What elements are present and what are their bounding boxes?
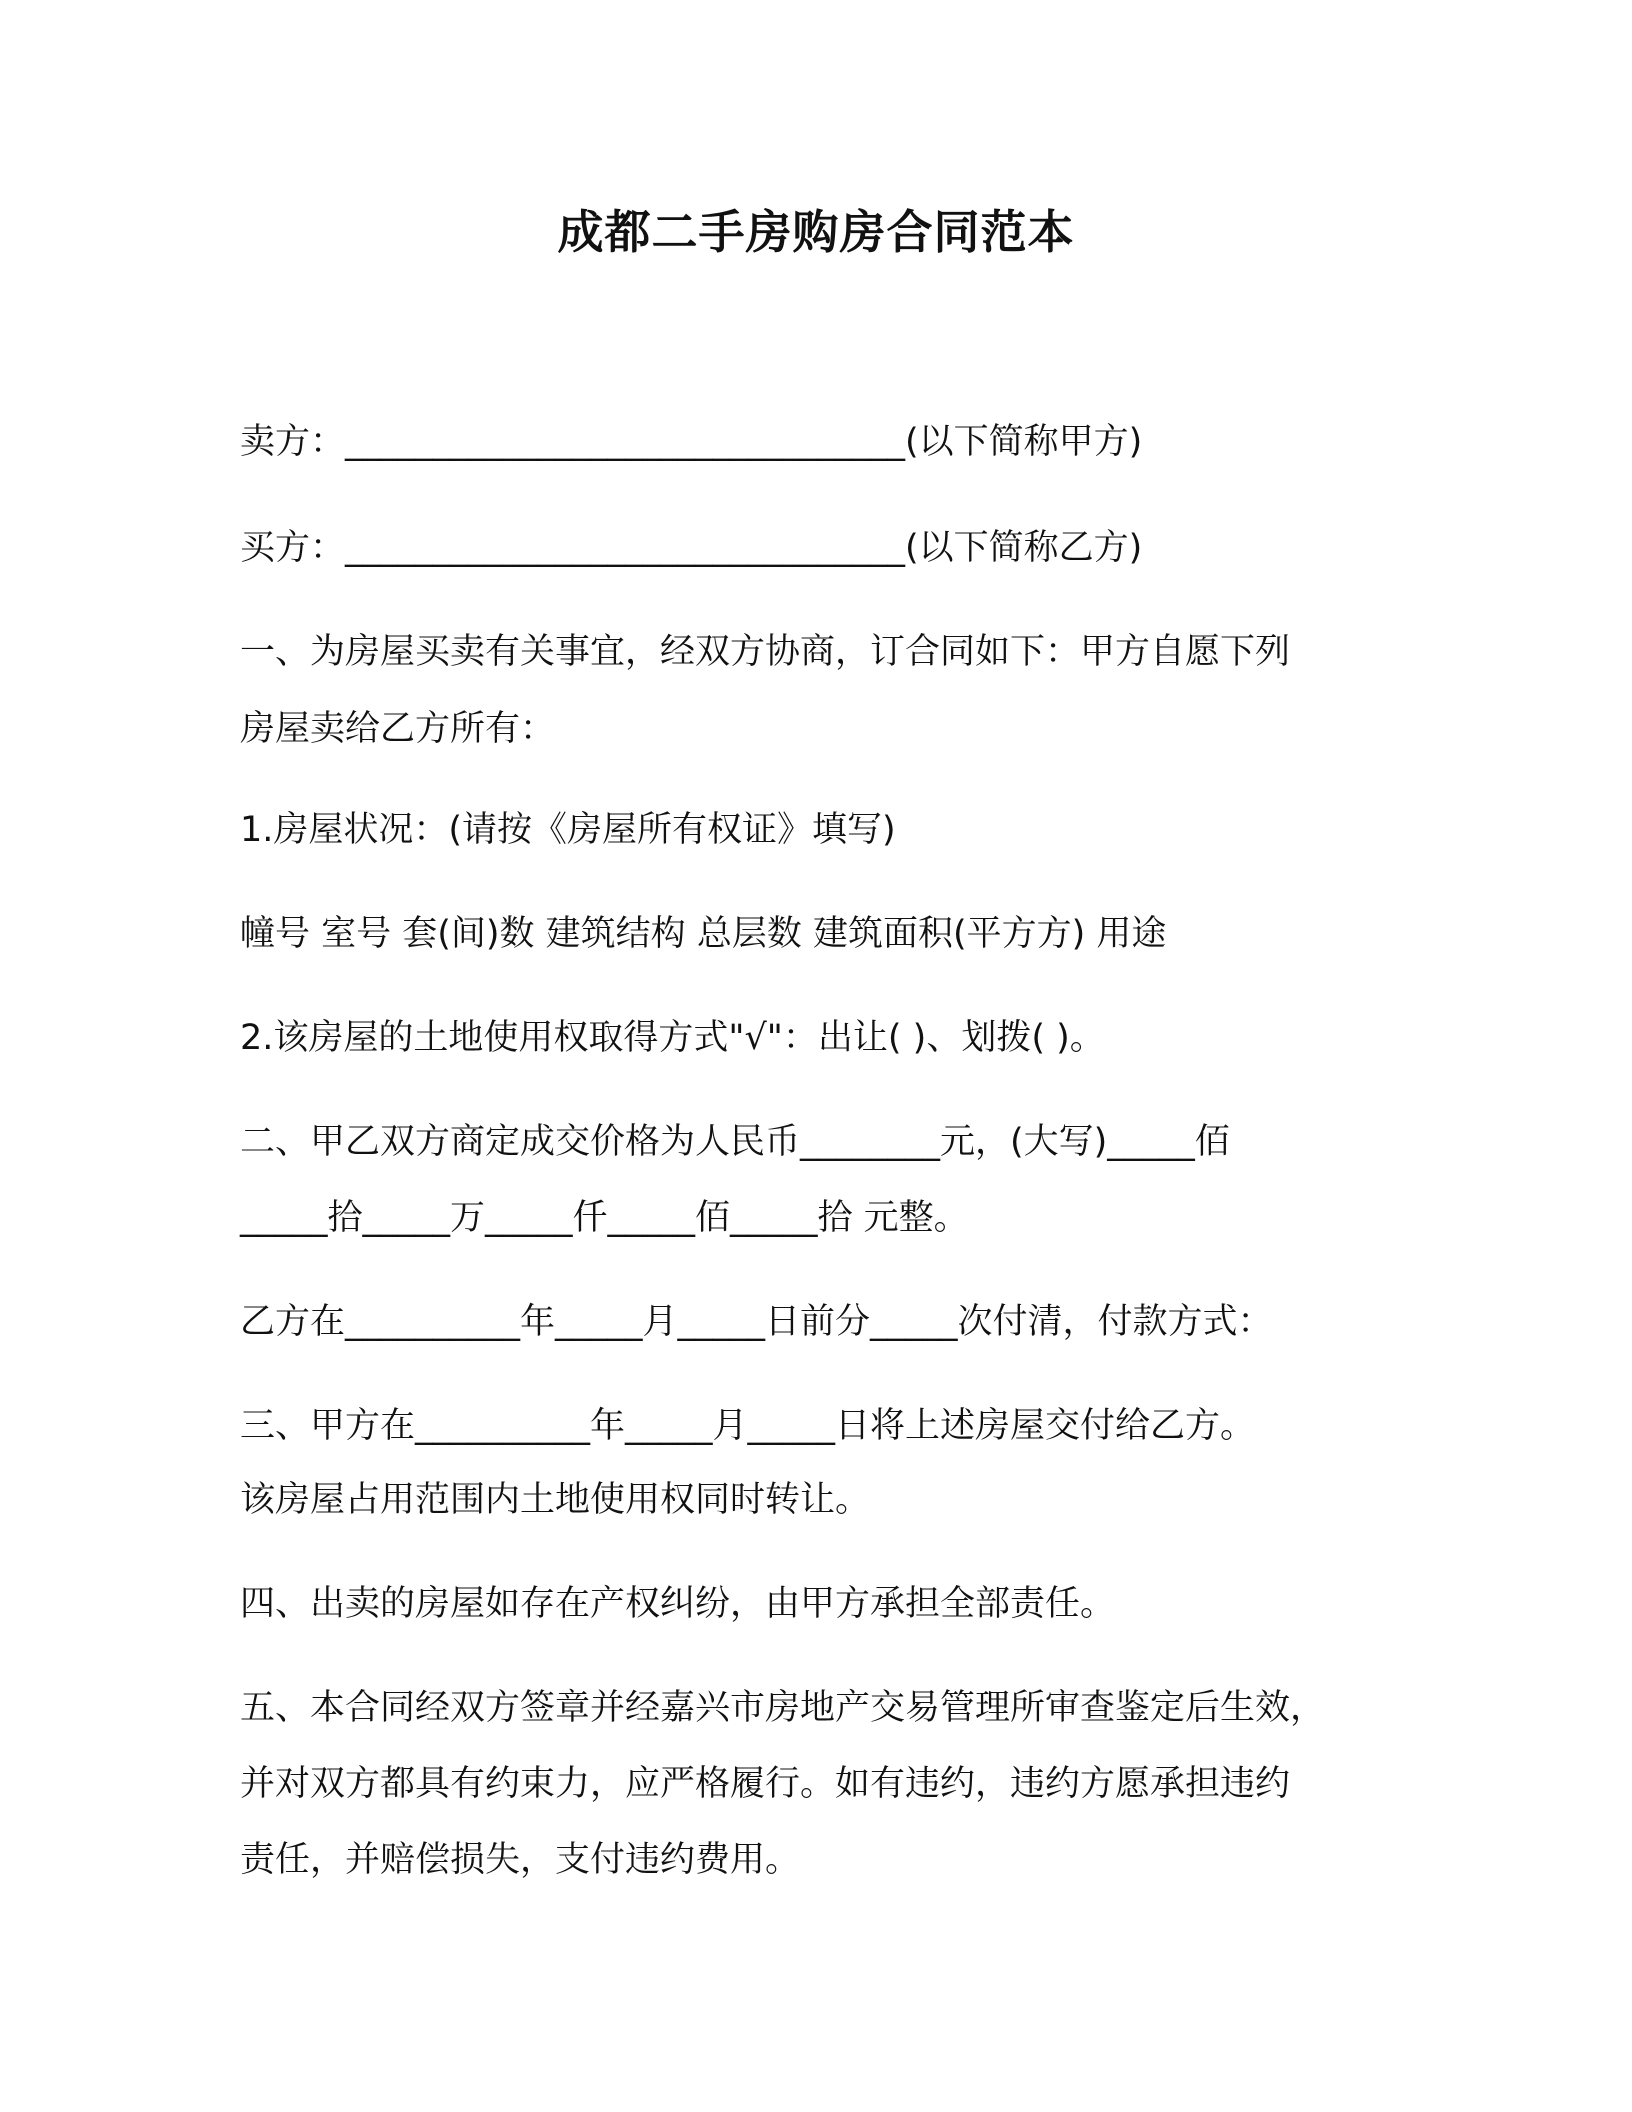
clause-5-line-2: 并对双方都具有约束力，应严格履行。如有违约，违约方愿承担违约 [240,1764,1291,1804]
clause-1-line-2: 房屋卖给乙方所有： [240,709,556,749]
seller-line: 卖方：________________________________(以下简称甲方) [240,422,1143,462]
clause-2-line-2: _____拾_____万_____仟_____佰_____拾 元整。 [240,1198,969,1238]
document-title: 成都二手房购房合同范本 [557,205,1075,259]
clause-5-line-1: 五、本合同经双方签章并经嘉兴市房地产交易管理所审查鉴定后生效， [240,1688,1326,1728]
buyer-line: 买方：________________________________(以下简称乙方) [240,528,1143,568]
clause-2-line-1: 二、甲乙双方商定成交价格为人民币________元，(大写)_____佰 [240,1122,1230,1162]
clause-1-line-1: 一、为房屋买卖有关事宜，经双方协商，订合同如下：甲方自愿下列 [240,632,1291,672]
house-fields-line: 幢号 室号 套(间)数 建筑结构 总层数 建筑面积(平方方) 用途 [240,914,1167,954]
clause-4-line: 四、出卖的房屋如存在产权纠纷，由甲方承担全部责任。 [240,1584,1116,1624]
clause-5-line-3: 责任，并赔偿损失，支付违约费用。 [240,1840,801,1880]
clause-3-line-1: 三、甲方在__________年_____月_____日将上述房屋交付给乙方。 [240,1406,1256,1446]
house-status-line: 1.房屋状况：(请按《房屋所有权证》填写) [240,810,896,850]
clause-3-line-2: 该房屋占用范围内土地使用权同时转让。 [240,1480,871,1520]
land-use-line: 2.该房屋的土地使用权取得方式"√"：出让( )、划拨( )。 [240,1018,1105,1058]
payment-line: 乙方在__________年_____月_____日前分_____次付清，付款方式： [240,1302,1273,1342]
